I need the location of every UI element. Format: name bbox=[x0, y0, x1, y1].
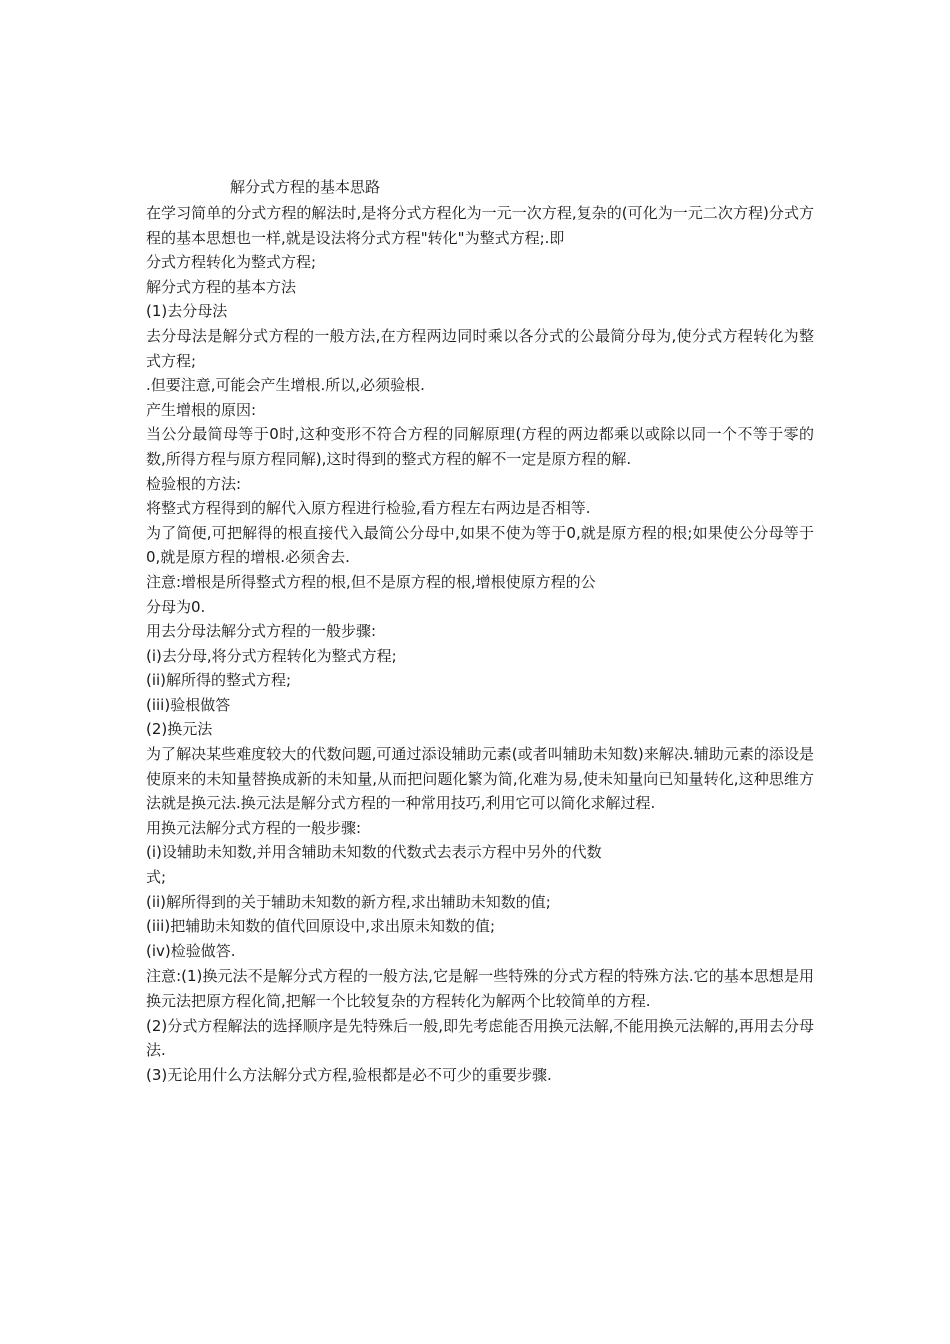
paragraph-check-method: 将整式方程得到的解代入原方程进行检验,看方程左右两边是否相等. bbox=[146, 499, 591, 518]
paragraph-extraneous-warning: .但要注意,可能会产生增根.所以,必须验根. bbox=[146, 376, 425, 395]
step-item: (i)去分母,将分式方程转化为整式方程; bbox=[146, 646, 397, 665]
subsection-heading-substitution: (2)换元法 bbox=[146, 720, 213, 739]
paragraph-intro: 在学习简单的分式方程的解法时,是将分式方程化为一元一次方程,复杂的(可化为一元二次方程)分式方程的基本思想也一样,就是设法将分式方程"转化"为整式方程;.即 bbox=[146, 204, 814, 247]
step-item-cont: 式; bbox=[146, 868, 167, 887]
step-item: (iii)把辅助未知数的值代回原设中,求出原未知数的值; bbox=[146, 917, 496, 936]
heading-extraneous-cause: 产生增根的原因: bbox=[146, 400, 257, 419]
paragraph-substitution-method: 为了解决某些难度较大的代数问题,可通过添设辅助元素(或者叫辅助未知数)来解决.辅助元素的添设是使原来的未知量替换成新的未知量,从而把问题化繁为简,化难为易,使未知量向已知量转化,这种思维方法就是换元法.换元法是解分式方程的一种常用技巧,利用它可以简化求解过程. bbox=[146, 745, 814, 813]
note-item: (3)无论用什么方法解分式方程,验根都是必不可少的重要步骤. bbox=[146, 1065, 552, 1084]
note-item: 注意:(1)换元法不是解分式方程的一般方法,它是解一些特殊的分式方程的特殊方法.它的基本思想是用换元法把原方程化简,把解一个比较复杂的方程转化为解两个比较简单的方程. bbox=[146, 967, 814, 1010]
subsection-heading-denominator: (1)去分母法 bbox=[146, 302, 228, 321]
heading-check-method: 检验根的方法: bbox=[146, 474, 242, 493]
section-heading-methods: 解分式方程的基本方法 bbox=[146, 277, 297, 296]
heading-denominator-steps: 用去分母法解分式方程的一般步骤: bbox=[146, 622, 377, 641]
paragraph-note-extraneous-cont: 分母为0. bbox=[146, 597, 206, 616]
paragraph-denominator-method: 去分母法是解分式方程的一般方法,在方程两边同时乘以各分式的公最简分母为,使分式方程转化为整式方程; bbox=[146, 326, 814, 370]
step-item: (ii)解所得到的关于辅助未知数的新方程,求出辅助未知数的值; bbox=[146, 892, 551, 911]
step-item: (ii)解所得的整式方程; bbox=[146, 671, 292, 690]
document-title: 解分式方程的基本思路 bbox=[230, 178, 381, 196]
step-item: (iii)验根做答 bbox=[146, 695, 231, 714]
note-item: (2)分式方程解法的选择顺序是先特殊后一般,即先考虑能否用换元法解,不能用换元法解的,再用去分母法. bbox=[146, 1016, 814, 1060]
heading-substitution-steps: 用换元法解分式方程的一般步骤: bbox=[146, 818, 362, 837]
document-page bbox=[146, 175, 814, 1087]
document-body bbox=[146, 201, 814, 1087]
paragraph-check-shortcut: 为了简便,可把解得的根直接代入最简公分母中,如果不使为等于0,就是原方程的根;如果使公分母等于0,就是原方程的增根.必须舍去. bbox=[146, 523, 814, 567]
paragraph-note-extraneous: 注意:增根是所得整式方程的根,但不是原方程的根,增根使原方程的公 bbox=[146, 572, 596, 591]
step-item: (i)设辅助未知数,并用含辅助未知数的代数式去表示方程中另外的代数 bbox=[146, 843, 602, 862]
paragraph-extraneous-cause: 当公分最简母等于0时,这种变形不符合方程的同解原理(方程的两边都乘以或除以同一个不等于零的数,所得方程与原方程同解),这时得到的整式方程的解不一定是原方程的解. bbox=[146, 425, 814, 468]
paragraph-conversion: 分式方程转化为整式方程; bbox=[146, 253, 317, 272]
step-item: (iv)检验做答. bbox=[146, 941, 236, 960]
